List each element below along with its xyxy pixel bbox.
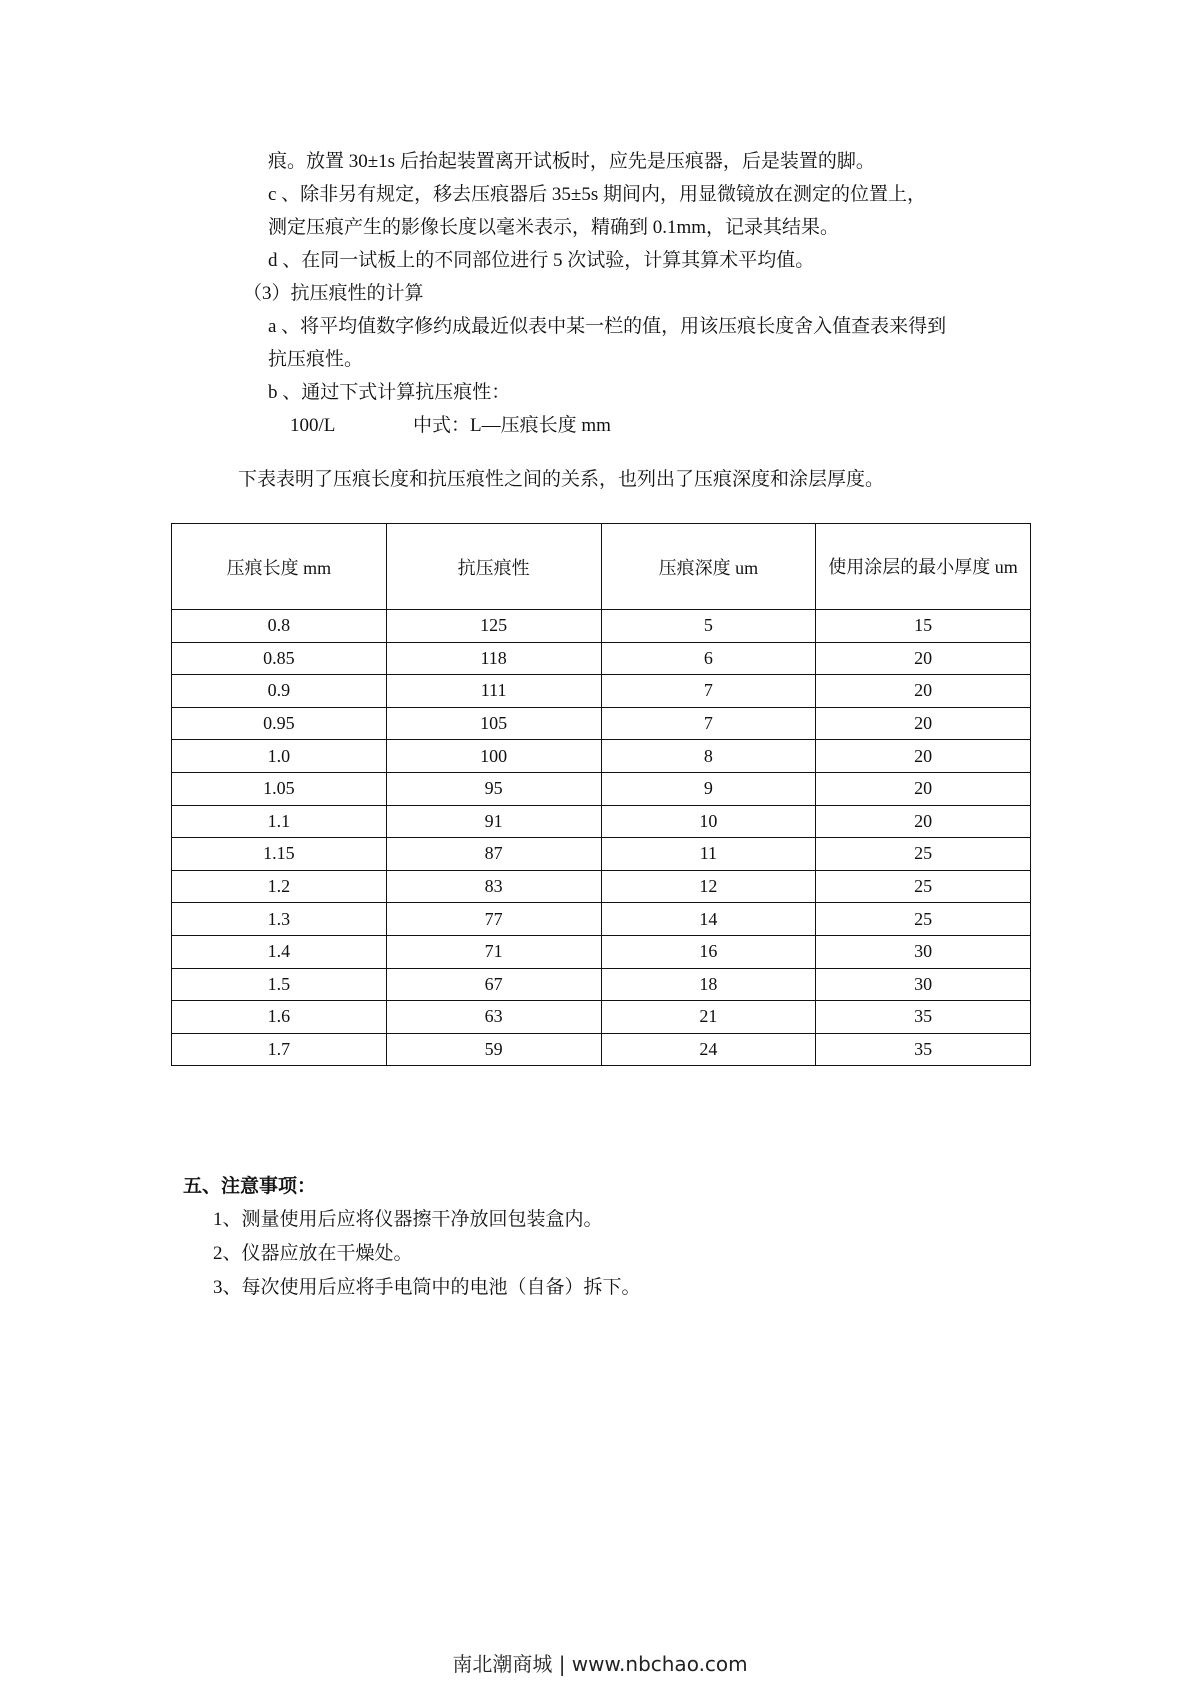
table-cell: 20 — [816, 740, 1031, 773]
table-cell: 111 — [386, 675, 601, 708]
table-cell: 1.3 — [172, 903, 387, 936]
table-intro: 下表表明了压痕长度和抗压痕性之间的关系，也列出了压痕深度和涂层厚度。 — [238, 469, 885, 490]
table-cell: 25 — [816, 870, 1031, 903]
table-cell: 14 — [601, 903, 816, 936]
table-cell: 25 — [816, 838, 1031, 871]
paragraph-line: 痕。放置 30±1s 后抬起装置离开试板时，应先是压痕器，后是装置的脚。 — [268, 151, 875, 172]
table-cell: 7 — [601, 675, 816, 708]
table-row — [172, 968, 1031, 1001]
table-cell: 1.4 — [172, 935, 387, 968]
table-cell: 1.5 — [172, 968, 387, 1001]
table-cell: 6 — [601, 642, 816, 675]
table-cell: 1.1 — [172, 805, 387, 838]
table-cell: 0.9 — [172, 675, 387, 708]
table-row — [172, 1001, 1031, 1034]
table-cell: 35 — [816, 1033, 1031, 1066]
formula-note: 中式：L—压痕长度 mm — [413, 415, 611, 436]
table-cell: 125 — [386, 610, 601, 643]
table-cell: 59 — [386, 1033, 601, 1066]
table-cell: 20 — [816, 805, 1031, 838]
table-cell: 0.8 — [172, 610, 387, 643]
note-item: 1、测量使用后应将仪器擦干净放回包装盒内。 — [213, 1209, 603, 1230]
notes-heading: 五、注意事项： — [183, 1175, 317, 1197]
table-cell: 20 — [816, 642, 1031, 675]
table-cell: 5 — [601, 610, 816, 643]
table-cell: 30 — [816, 935, 1031, 968]
table-cell: 1.6 — [172, 1001, 387, 1034]
table-cell: 105 — [386, 707, 601, 740]
table-cell: 1.7 — [172, 1033, 387, 1066]
table-cell: 20 — [816, 707, 1031, 740]
table-cell: 0.95 — [172, 707, 387, 740]
table-cell: 91 — [386, 805, 601, 838]
paragraph-line: b 、通过下式计算抗压痕性： — [268, 382, 511, 403]
note-item: 3、每次使用后应将手电筒中的电池（自备）拆下。 — [213, 1277, 641, 1298]
table-row — [172, 1033, 1031, 1066]
table-cell: 77 — [386, 903, 601, 936]
table-body — [172, 610, 1031, 1066]
table-row — [172, 610, 1031, 643]
table-row — [172, 707, 1031, 740]
table-row — [172, 805, 1031, 838]
table-cell: 9 — [601, 772, 816, 805]
table-cell: 25 — [816, 903, 1031, 936]
table-cell: 8 — [601, 740, 816, 773]
table-row — [172, 675, 1031, 708]
indentation-table — [171, 523, 1031, 1066]
footer-watermark: 南北潮商城 | www.nbchao.com — [452, 1652, 748, 1676]
table-header-row — [172, 524, 1031, 610]
table-cell: 1.2 — [172, 870, 387, 903]
table-row — [172, 740, 1031, 773]
table-cell: 87 — [386, 838, 601, 871]
table-cell: 10 — [601, 805, 816, 838]
table-cell: 118 — [386, 642, 601, 675]
table-cell: 100 — [386, 740, 601, 773]
header-min-coating-thickness: 使用涂层的最小厚度 um — [816, 524, 1031, 610]
paragraph-line: c 、除非另有规定，移去压痕器后 35±5s 期间内，用显微镜放在测定的位置上， — [268, 184, 927, 205]
header-indent-resistance: 抗压痕性 — [386, 524, 601, 610]
table-cell: 1.05 — [172, 772, 387, 805]
table-cell: 15 — [816, 610, 1031, 643]
table-cell: 21 — [601, 1001, 816, 1034]
table-cell: 71 — [386, 935, 601, 968]
paragraph-line: a 、将平均值数字修约成最近似表中某一栏的值，用该压痕长度舍入值查表来得到 — [268, 316, 947, 337]
table-cell: 11 — [601, 838, 816, 871]
table-cell: 12 — [601, 870, 816, 903]
formula: 100/L — [290, 415, 336, 436]
table-cell: 30 — [816, 968, 1031, 1001]
header-indent-length: 压痕长度 mm — [172, 524, 387, 610]
table-cell: 18 — [601, 968, 816, 1001]
table-cell: 1.0 — [172, 740, 387, 773]
table-row — [172, 772, 1031, 805]
table-cell: 0.85 — [172, 642, 387, 675]
table-cell: 20 — [816, 772, 1031, 805]
table-cell: 20 — [816, 675, 1031, 708]
paragraph-line: 测定压痕产生的影像长度以毫米表示，精确到 0.1mm，记录其结果。 — [268, 217, 840, 238]
table-row — [172, 870, 1031, 903]
table-cell: 67 — [386, 968, 601, 1001]
table-row — [172, 838, 1031, 871]
table-cell: 63 — [386, 1001, 601, 1034]
table-cell: 95 — [386, 772, 601, 805]
table-cell: 1.15 — [172, 838, 387, 871]
note-item: 2、仪器应放在干燥处。 — [213, 1243, 413, 1264]
paragraph-line: d 、在同一试板上的不同部位进行 5 次试验，计算其算术平均值。 — [268, 250, 815, 271]
header-indent-depth: 压痕深度 um — [601, 524, 816, 610]
table-cell: 35 — [816, 1001, 1031, 1034]
table-cell: 83 — [386, 870, 601, 903]
paragraph-line: 抗压痕性。 — [268, 349, 364, 370]
section-subheading: （3）抗压痕性的计算 — [243, 283, 424, 304]
table-cell: 24 — [601, 1033, 816, 1066]
table-row — [172, 642, 1031, 675]
table-row — [172, 935, 1031, 968]
table-cell: 7 — [601, 707, 816, 740]
table-row — [172, 903, 1031, 936]
table-cell: 16 — [601, 935, 816, 968]
